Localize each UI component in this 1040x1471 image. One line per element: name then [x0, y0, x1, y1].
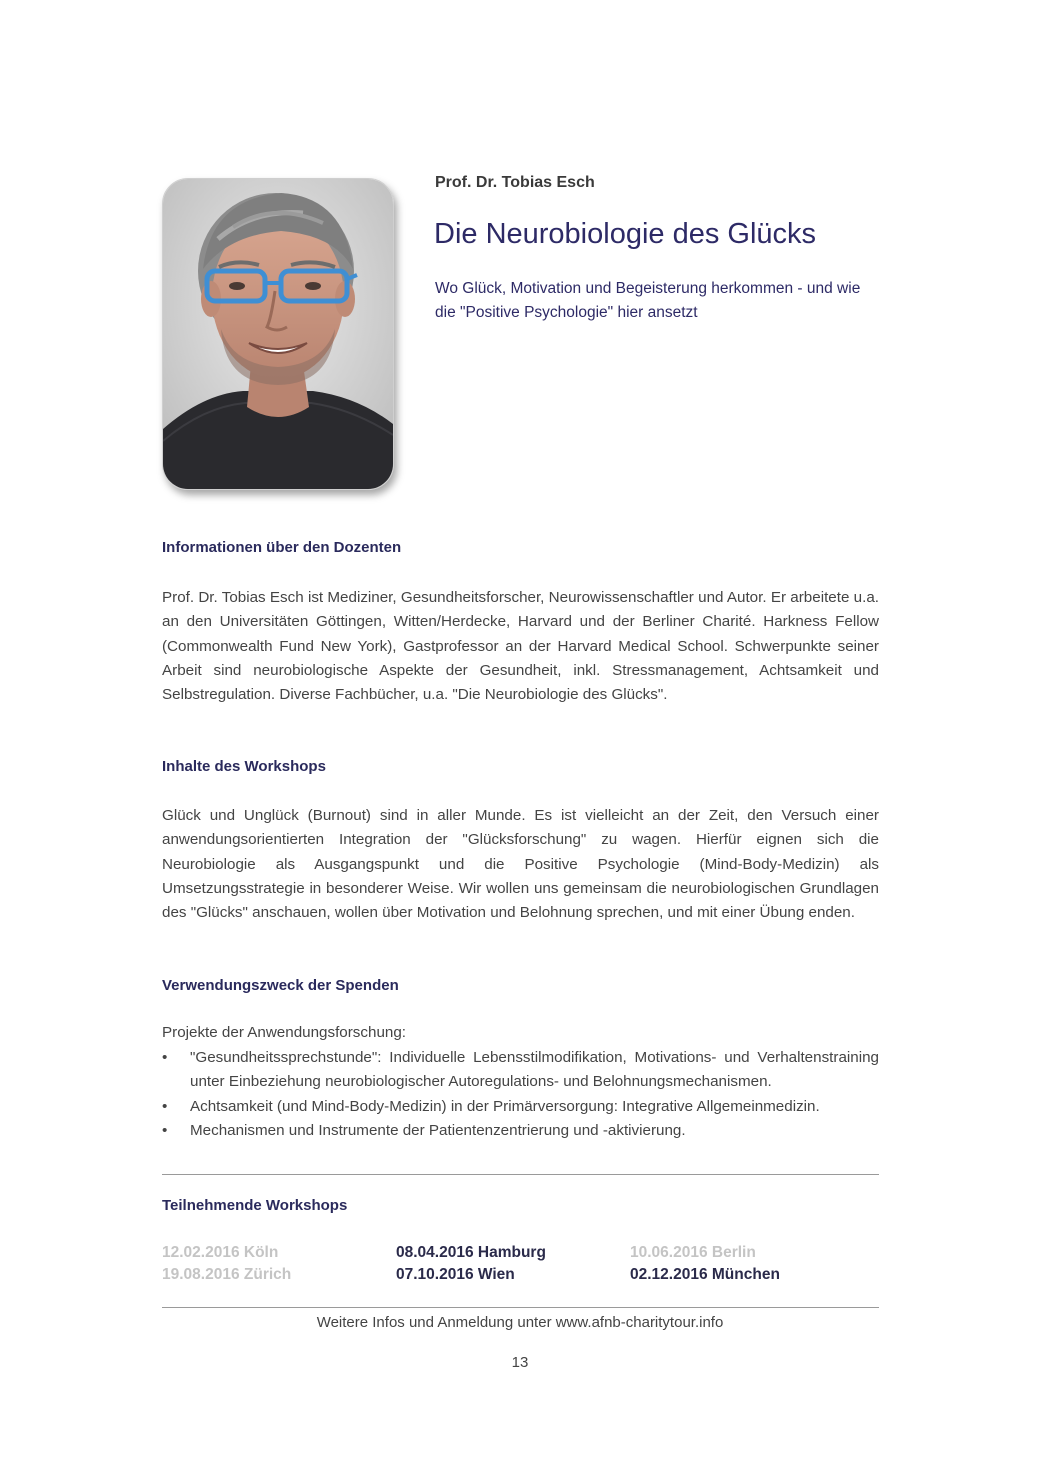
workshop-date-item: 10.06.2016 Berlin: [630, 1244, 756, 1261]
workshop-dates: [162, 1244, 879, 1284]
portrait-photo-icon: [163, 179, 393, 489]
workshop-date-item: 08.04.2016 Hamburg: [396, 1244, 546, 1261]
bullet-icon: •: [162, 1049, 168, 1066]
spenden-list: [162, 1046, 879, 1143]
divider: [162, 1307, 879, 1308]
workshop-date-item: 12.02.2016 Köln: [162, 1244, 279, 1261]
spenden-intro: Projekte der Anwendungsforschung:: [162, 1024, 407, 1041]
dozent-text: Prof. Dr. Tobias Esch ist Mediziner, Gesundheitsforscher, Neurowissenschaftler und Autor. Er arbeitete u.a. an den Universitäten Göttingen, Witten/Herdecke, Harvard und der Berliner Charité. Harkness Fellow (Commonwealth Fund New York), Gastprofessor an der Harvard Medical School. Schwerpunkte seiner Arbeit sind neurobiologische Aspekte der Gesundheit, inkl. Stressmanagement, Achtsamkeit und Selbstregulation. Diverse Fachbücher, u.a. "Die Neurobiologie des Glücks".: [162, 589, 879, 704]
page-title: Die Neurobiologie des Glücks: [434, 218, 817, 250]
heading-inhalte: Inhalte des Workshops: [162, 758, 326, 775]
speaker-name: Prof. Dr. Tobias Esch: [435, 174, 595, 191]
divider: [162, 1174, 879, 1175]
page-subtitle: Wo Glück, Motivation und Begeisterung herkommen - und wie die "Positive Psychologie" hier ansetzt: [435, 280, 861, 321]
speaker-photo: [162, 178, 394, 490]
heading-workshops: Teilnehmende Workshops: [162, 1197, 348, 1214]
list-item: [162, 1095, 879, 1119]
workshop-date-item: 07.10.2016 Wien: [396, 1266, 515, 1283]
list-item-text: Mechanismen und Instrumente der Patientenzentrierung und -aktivierung.: [190, 1121, 686, 1139]
list-item: [162, 1119, 879, 1143]
bullet-icon: •: [162, 1121, 168, 1139]
heading-spenden: Verwendungszweck der Spenden: [162, 977, 399, 994]
workshop-date-item: 19.08.2016 Zürich: [162, 1266, 292, 1283]
list-item-text: Achtsamkeit (und Mind-Body-Medizin) in der Primärversorgung: Integrative Allgemeinmedizin.: [190, 1097, 820, 1115]
footer-info: Weitere Infos und Anmeldung unter www.afnb-charitytour.info: [316, 1314, 724, 1331]
list-item: [162, 1046, 879, 1095]
list-item-text: "Gesundheitssprechstunde": Individuelle Lebensstilmodifikation, Motivations- und Verhaltenstraining unter Einbeziehung neurobiologischer Autoregulations- und Belohnungsmechanismen.: [190, 1049, 879, 1091]
workshop-date-item: 02.12.2016 München: [630, 1266, 780, 1283]
bullet-icon: •: [162, 1097, 168, 1115]
inhalte-text: Glück und Unglück (Burnout) sind in aller Munde. Es ist vielleicht an der Zeit, den Versuch einer anwendungsorientierten Integration der "Glücksforschung" zu wagen. Hierfür eignen sich die Neurobiologie als Ausgangspunkt und die Positive Psychologie (Mind-Body-Medizin) als Umsetzungsstrategie in besonderer Weise. Wir wollen uns gemeinsam die neurobiologischen Grundlagen des "Glücks" anschauen, wollen über Motivation und Belohnung sprechen, und mit einer Übung enden.: [162, 807, 879, 922]
heading-dozent: Informationen über den Dozenten: [162, 539, 402, 556]
page-number: 13: [511, 1354, 529, 1371]
